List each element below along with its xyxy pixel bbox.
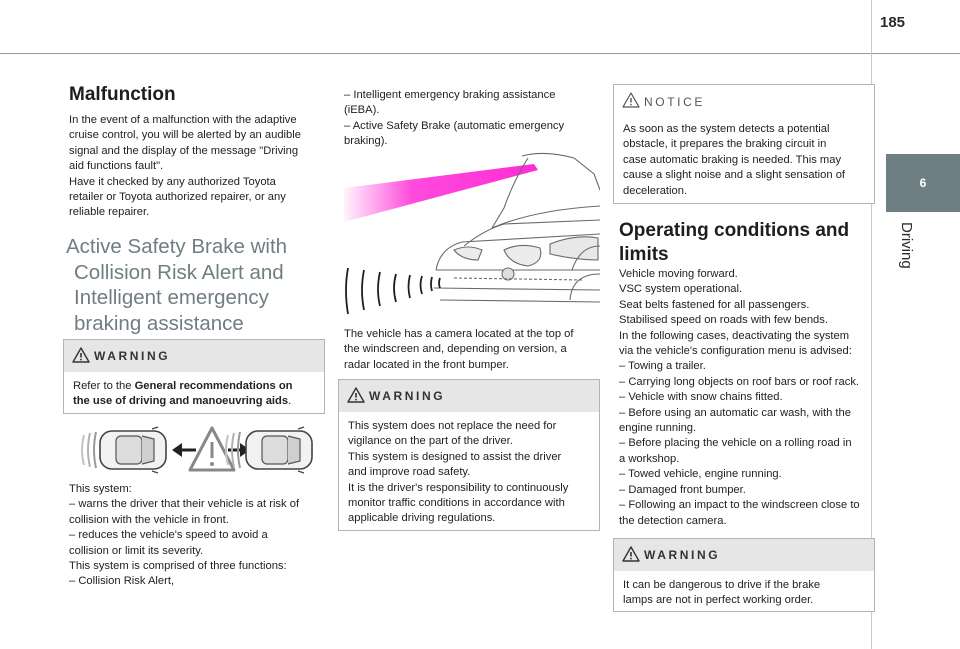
warning-header — [64, 340, 324, 372]
notice-triangle-icon — [622, 92, 640, 108]
chapter-tab[interactable] — [886, 154, 960, 212]
system-description — [69, 482, 339, 590]
asb-title-line: Active Safety Brake with — [66, 235, 288, 258]
radar-waves — [346, 268, 440, 314]
notice-label: NOTICE — [644, 94, 705, 109]
warning-link-text: General recommendations on — [134, 380, 293, 392]
op-title-line: limits — [619, 244, 669, 265]
notice-line: obstacle, it prepares the braking circuit in — [623, 138, 827, 151]
op-line: – Before placing the vehicle on a rolling road in — [619, 437, 852, 450]
warning-body — [64, 372, 324, 418]
op-line: – Carrying long objects on roof bars or roof rack. — [619, 375, 860, 388]
warning-text: Refer to the — [73, 380, 135, 392]
op-line: via the vehicle's configuration menu is advised: — [619, 345, 852, 358]
camera-beam — [344, 164, 538, 222]
warning-triangle-icon — [622, 546, 640, 562]
malfunction-text — [69, 113, 339, 221]
op-line: – Towing a trailer. — [619, 360, 706, 373]
warning-line: and improve road safety. — [348, 466, 471, 479]
functions-text — [344, 88, 604, 150]
op-line: the detection camera. — [619, 514, 727, 527]
op-line: – Damaged front bumper. — [619, 483, 746, 496]
op-line: – Towed vehicle, engine running. — [619, 468, 782, 481]
system-line: – warns the driver that their vehicle is at risk of — [69, 498, 300, 511]
arrow-left-icon — [172, 443, 196, 457]
op-line: Seat belts fastened for all passengers. — [619, 298, 810, 311]
camera-line: radar located in the front bumper. — [344, 358, 509, 371]
functions-line: braking). — [344, 135, 388, 148]
warning-line: applicable driving regulations. — [348, 512, 496, 525]
op-line: Vehicle moving forward. — [619, 268, 738, 280]
malfunction-line: reliable repairer. — [69, 206, 150, 219]
system-line: This system: — [69, 483, 132, 495]
malfunction-line: retailer or Toyota authorized repairer, or any — [69, 191, 286, 204]
asb-section-title — [66, 234, 336, 336]
malfunction-line: Have it checked by any authorized Toyota — [69, 175, 276, 188]
op-line: a workshop. — [619, 452, 680, 465]
warning-label: WARNING — [94, 349, 171, 363]
warning-line: It can be dangerous to drive if the brake — [623, 579, 821, 591]
warning-line: It is the driver's responsibility to continuously — [348, 481, 569, 494]
functions-line: – Active Safety Brake (automatic emergency — [344, 119, 565, 132]
op-line: – Following an impact to the windscreen close to — [619, 499, 860, 512]
op-line: In the following cases, deactivating the system — [619, 329, 850, 342]
notice-header — [614, 85, 874, 118]
warning-line: vigilance on the part of the driver. — [348, 435, 513, 448]
op-line: – Vehicle with snow chains fitted. — [619, 391, 783, 404]
malfunction-title: Malfunction — [69, 84, 176, 105]
warning-line: monitor traffic conditions in accordance with — [348, 497, 565, 510]
op-title-line: Operating conditions and — [619, 220, 850, 241]
notice-line: deceleration. — [623, 184, 688, 197]
system-line: collision or limit its severity. — [69, 544, 204, 557]
operating-conditions-text — [619, 267, 881, 529]
malfunction-line: cruise control, you will be alerted by an audible — [69, 129, 301, 142]
malfunction-line: In the event of a malfunction with the adaptive — [69, 114, 297, 126]
warning-label: WARNING — [369, 389, 446, 403]
malfunction-line: aid functions fault". — [69, 160, 164, 173]
notice-body — [614, 118, 874, 207]
header-rule — [0, 53, 960, 54]
warning-line: This system is designed to assist the driver — [348, 450, 562, 463]
chapter-tab-number: 6 — [919, 176, 927, 190]
warning-box-3 — [613, 538, 875, 612]
functions-line: (iEBA). — [344, 104, 380, 117]
malfunction-line: signal and the display of the message "Driving — [69, 144, 299, 157]
asb-title-line: Collision Risk Alert and — [74, 260, 284, 284]
warning-text: . — [288, 395, 292, 408]
warning-box-2 — [338, 379, 600, 531]
collision-illustration — [78, 425, 318, 475]
op-line: – Before using an automatic car wash, with the — [619, 406, 851, 419]
warning-label: WARNING — [644, 548, 721, 562]
warning-header — [339, 380, 599, 412]
front-car-icon — [226, 427, 312, 473]
system-line: – Collision Risk Alert, — [69, 575, 175, 588]
chapter-label: Driving — [898, 222, 915, 269]
warning-box-1 — [63, 339, 325, 414]
warning-header — [614, 539, 874, 571]
asb-title-line: Intelligent emergency — [74, 286, 269, 309]
notice-line: cause a slight noise and a slight sensation of — [623, 169, 846, 182]
asb-title-line: braking assistance — [74, 311, 244, 335]
functions-line: – Intelligent emergency braking assistance — [344, 89, 556, 101]
notice-line: case automatic braking is needed. This may — [623, 153, 842, 166]
page-number: 185 — [880, 14, 906, 31]
camera-line: the windscreen and, depending on version, a — [344, 343, 567, 356]
warning-link-text: the use of driving and manoeuvring aids — [73, 395, 289, 408]
warning-triangle-icon — [72, 347, 90, 363]
notice-box — [613, 84, 875, 204]
op-line: Stabilised speed on roads with few bends. — [619, 314, 828, 327]
system-line: This system is comprised of three functions: — [69, 560, 287, 573]
warning-triangle-icon — [347, 387, 365, 403]
notice-line: As soon as the system detects a potential — [623, 123, 830, 135]
operating-conditions-title — [619, 219, 869, 267]
camera-line: The vehicle has a camera located at the top of — [344, 328, 574, 340]
warning-body — [614, 571, 874, 617]
van-camera-radar-illustration — [344, 150, 600, 320]
camera-text — [344, 327, 604, 373]
op-line: engine running. — [619, 422, 697, 435]
op-line: VSC system operational. — [619, 283, 743, 296]
system-line: collision with the vehicle in front. — [69, 513, 229, 526]
system-line: – reduces the vehicle's speed to avoid a — [69, 529, 268, 542]
warning-line: lamps are not in perfect working order. — [623, 594, 814, 607]
rear-car-icon — [82, 427, 166, 473]
warning-body — [339, 412, 599, 535]
warning-line: This system does not replace the need for — [348, 420, 557, 432]
